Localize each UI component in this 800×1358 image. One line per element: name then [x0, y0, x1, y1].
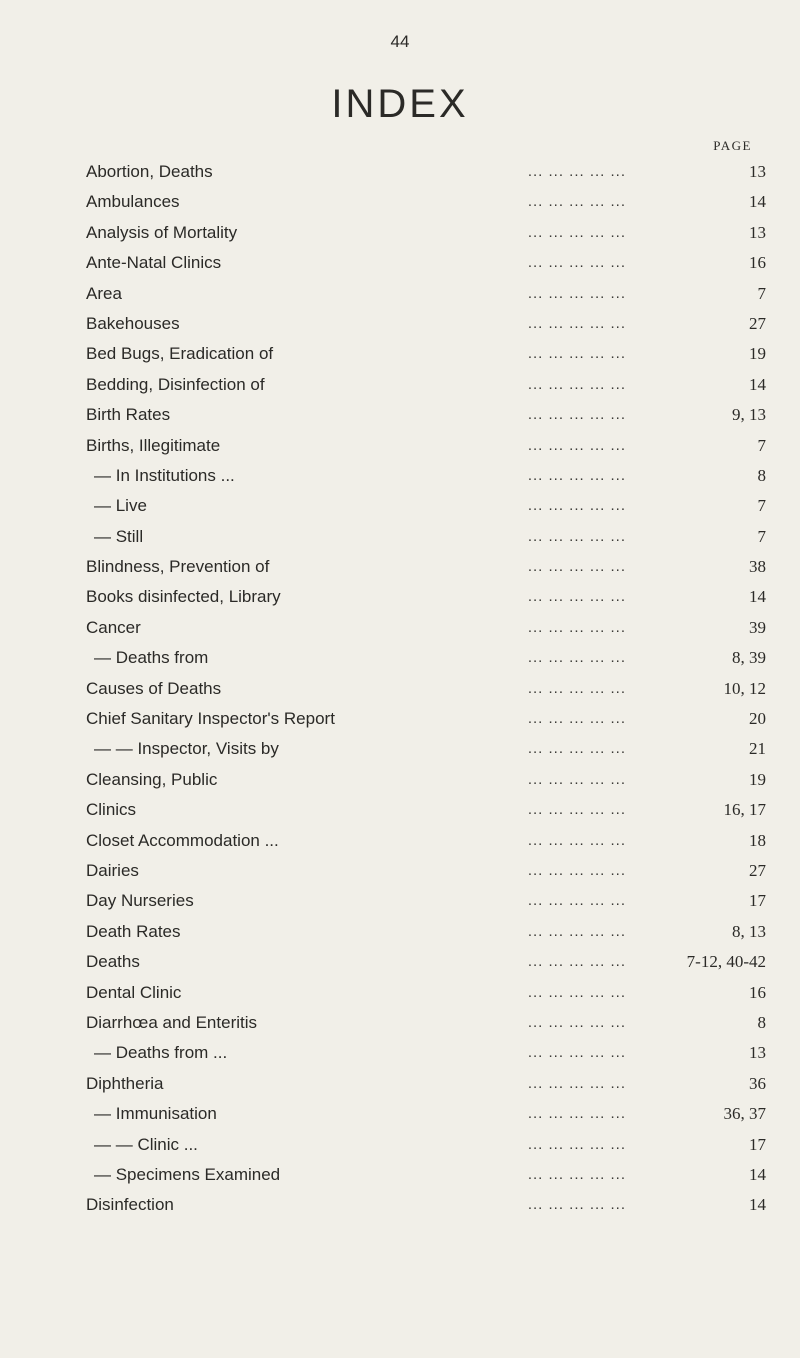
dot-leader: ... ... ... ... ... — [527, 406, 626, 424]
index-entry-label: Chief Sanitary Inspector's Report — [86, 709, 335, 729]
dot-leader: ... ... ... ... ... — [527, 1105, 626, 1123]
index-entry-page: 14 — [749, 1195, 766, 1215]
index-entry-page: 36 — [749, 1073, 766, 1093]
index-entry — [86, 978, 766, 1008]
index-entry — [86, 765, 766, 795]
dot-leader: ... ... ... ... ... — [527, 892, 626, 910]
index-entry-page: 8 — [757, 1012, 766, 1032]
dot-leader: ... ... ... ... ... — [527, 1135, 626, 1153]
index-entry — [86, 826, 766, 856]
index-entry-label: — Specimens Examined — [94, 1164, 281, 1184]
index-entry-label: Cleansing, Public — [86, 769, 218, 789]
index-entry-page: 16 — [749, 253, 766, 273]
index-entry-label: Analysis of Mortality — [86, 222, 238, 242]
page-number: 44 — [390, 32, 410, 51]
index-entry-label: Diarrhœa and Enteritis — [86, 1012, 258, 1032]
index-entry-page: 20 — [749, 709, 766, 729]
dot-leader: ... ... ... ... ... — [527, 710, 626, 728]
dot-leader: ... ... ... ... ... — [527, 223, 626, 241]
index-entry — [86, 613, 766, 643]
index-entry — [86, 461, 766, 491]
index-entry-label: — — Inspector, Visits by — [94, 739, 279, 759]
index-entry-label: Dental Clinic — [86, 982, 182, 1002]
index-entry-page: 27 — [749, 860, 766, 880]
index-list — [86, 157, 766, 1221]
dot-leader: ... ... ... ... ... — [527, 618, 626, 636]
dot-leader: ... ... ... ... ... — [527, 770, 626, 788]
index-entry — [86, 643, 766, 673]
index-entry-label: Death Rates — [86, 921, 181, 941]
index-entry — [86, 431, 766, 461]
index-entry-page: 14 — [749, 192, 766, 212]
dot-leader: ... ... ... ... ... — [527, 193, 626, 211]
dot-leader: ... ... ... ... ... — [527, 922, 626, 940]
dot-leader: ... ... ... ... ... — [527, 558, 626, 576]
index-entry-label: Diphtheria — [86, 1073, 164, 1093]
index-entry-page: 7 — [757, 496, 766, 516]
index-entry-label: Bed Bugs, Eradication of — [86, 344, 274, 364]
index-entry — [86, 582, 766, 612]
index-entry-page: 14 — [749, 587, 766, 607]
index-entry — [86, 552, 766, 582]
index-entry — [86, 795, 766, 825]
index-entry-page: 13 — [749, 162, 766, 181]
dot-leader: ... ... ... ... ... — [527, 1165, 626, 1183]
index-entry-page: 38 — [749, 557, 766, 577]
index-entry — [86, 704, 766, 734]
index-entry — [86, 218, 766, 248]
index-entry — [86, 1190, 766, 1220]
dot-leader: ... ... ... ... ... — [527, 1044, 626, 1062]
index-entry-page: 19 — [749, 769, 766, 789]
dot-leader: ... ... ... ... ... — [527, 254, 626, 272]
index-entry — [86, 674, 766, 704]
index-entry-label: Dairies — [86, 860, 139, 880]
index-entry-label: — Live — [94, 496, 147, 516]
index-entry-page: 16 — [749, 982, 766, 1002]
index-entry-label: Cancer — [86, 617, 141, 637]
index-entry-page: 36, 37 — [723, 1104, 766, 1124]
index-entry-page: 8 — [757, 465, 766, 485]
index-entry-page: 18 — [749, 830, 766, 850]
index-entry-page: 8, 39 — [732, 648, 766, 668]
index-entry-label: Blindness, Prevention of — [86, 557, 270, 577]
dot-leader: ... ... ... ... ... — [527, 861, 626, 879]
index-entry-label: Deaths — [86, 952, 140, 972]
dot-leader: ... ... ... ... ... — [527, 527, 626, 545]
index-entry-label: Birth Rates — [86, 405, 171, 425]
index-entry-label: Clinics — [86, 800, 137, 820]
dot-leader: ... ... ... ... ... — [527, 284, 626, 302]
index-entry — [86, 491, 766, 521]
dot-leader: ... ... ... ... ... — [527, 163, 626, 180]
index-entry — [86, 157, 766, 187]
index-entry-page: 7 — [757, 283, 766, 303]
index-entry-label: Area — [86, 283, 122, 303]
index-entry-page: 21 — [749, 739, 766, 759]
dot-leader: ... ... ... ... ... — [527, 740, 626, 758]
dot-leader: ... ... ... ... ... — [527, 679, 626, 697]
index-entry-label: — Deaths from ... — [94, 1043, 228, 1063]
index-entry-label: — In Institutions ... — [94, 465, 235, 485]
index-entry-label: Abortion, Deaths — [86, 162, 213, 181]
dot-leader: ... ... ... ... ... — [527, 831, 626, 849]
index-entry — [86, 1008, 766, 1038]
index-entry-page: 39 — [749, 617, 766, 637]
index-entry — [86, 886, 766, 916]
page-title: INDEX — [331, 82, 469, 126]
index-entry-page: 7 — [757, 526, 766, 546]
index-entry — [86, 1069, 766, 1099]
index-entry-page: 7 — [757, 435, 766, 455]
dot-leader: ... ... ... ... ... — [527, 466, 626, 484]
index-entry — [86, 1160, 766, 1190]
dot-leader: ... ... ... ... ... — [527, 953, 626, 971]
index-entry-page: 14 — [749, 1164, 766, 1184]
index-entry — [86, 187, 766, 217]
index-entry — [86, 734, 766, 764]
index-entry — [86, 309, 766, 339]
index-entry — [86, 339, 766, 369]
index-entry-label: Bakehouses — [86, 313, 180, 333]
index-entry-label: Disinfection — [86, 1195, 174, 1215]
dot-leader: ... ... ... ... ... — [527, 497, 626, 515]
index-entry — [86, 947, 766, 977]
dot-leader: ... ... ... ... ... — [527, 983, 626, 1001]
index-entry-page: 17 — [749, 1134, 766, 1154]
index-entry — [86, 1038, 766, 1068]
index-entry-page: 10, 12 — [723, 678, 766, 698]
index-entry-label: Causes of Deaths — [86, 678, 222, 698]
index-entry-page: 16, 17 — [723, 800, 766, 820]
index-entry-page: 19 — [749, 344, 766, 364]
dot-leader: ... ... ... ... ... — [527, 801, 626, 819]
index-entry-page: 13 — [749, 1043, 766, 1063]
index-entry-page: 9, 13 — [732, 405, 766, 425]
index-entry-label: Ambulances — [86, 192, 180, 212]
index-entry — [86, 856, 766, 886]
dot-leader: ... ... ... ... ... — [527, 1196, 626, 1214]
index-entry — [86, 370, 766, 400]
dot-leader: ... ... ... ... ... — [527, 588, 626, 606]
index-entry-label: — Still — [94, 526, 144, 546]
index-entry-label: Closet Accommodation ... — [86, 830, 279, 850]
dot-leader: ... ... ... ... ... — [527, 1074, 626, 1092]
index-entry — [86, 400, 766, 430]
index-entry — [86, 917, 766, 947]
index-entry-label: Ante-Natal Clinics — [86, 253, 222, 273]
page-column-heading: PAGE — [713, 138, 752, 153]
index-entry-label: Books disinfected, Library — [86, 587, 281, 607]
dot-leader: ... ... ... ... ... — [527, 345, 626, 363]
dot-leader: ... ... ... ... ... — [527, 1013, 626, 1031]
index-entry-label: Day Nurseries — [86, 891, 194, 911]
index-entry — [86, 522, 766, 552]
index-entry — [86, 1130, 766, 1160]
index-entry-page: 17 — [749, 891, 766, 911]
index-entry-label: — — Clinic ... — [94, 1134, 198, 1154]
index-entry-label: Births, Illegitimate — [86, 435, 221, 455]
dot-leader: ... ... ... ... ... — [527, 375, 626, 393]
index-entry-label: — Deaths from — [94, 648, 209, 668]
index-entry-page: 13 — [749, 222, 766, 242]
index-entry — [86, 1099, 766, 1129]
index-entry-page: 7-12, 40-42 — [686, 952, 766, 972]
index-entry-label: Bedding, Disinfection of — [86, 374, 265, 394]
dot-leader: ... ... ... ... ... — [527, 436, 626, 454]
dot-leader: ... ... ... ... ... — [527, 314, 626, 332]
index-entry-page: 27 — [749, 313, 766, 333]
index-entry — [86, 279, 766, 309]
index-entry-page: 14 — [749, 374, 766, 394]
index-entry-page: 8, 13 — [732, 921, 766, 941]
dot-leader: ... ... ... ... ... — [527, 649, 626, 667]
index-entry — [86, 248, 766, 278]
index-entry-label: — Immunisation — [94, 1104, 217, 1124]
